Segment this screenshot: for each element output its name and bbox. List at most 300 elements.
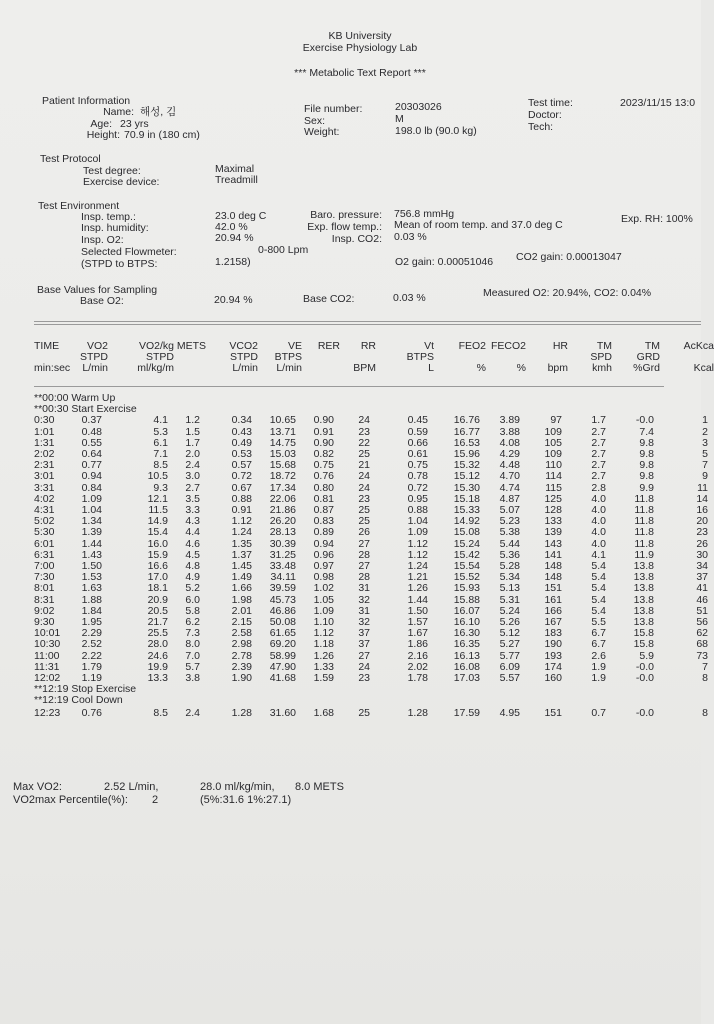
cell-ackcal: 8 <box>702 672 708 684</box>
base-co2-label: Base CO2: <box>303 293 355 305</box>
cell-ackcal: 30 <box>696 548 708 561</box>
cell-tm-spd: 2.7 <box>591 470 606 483</box>
cell-tm-spd: 4.0 <box>591 515 606 528</box>
cell-vt: 1.57 <box>407 616 428 628</box>
cell-ve: 30.39 <box>269 537 296 550</box>
cell-vt: 0.95 <box>407 492 428 505</box>
col-header-vco2: L/min <box>232 362 258 374</box>
cell-feo2: 16.13 <box>453 649 480 662</box>
cell-ve: 34.11 <box>270 571 296 584</box>
cell-rer: 1.12 <box>313 627 334 640</box>
cell-ve: 18.72 <box>269 470 296 483</box>
cell-hr: 151 <box>544 582 562 595</box>
cell-feco2: 5.27 <box>499 638 520 651</box>
cell-rer: 1.05 <box>313 593 334 606</box>
cell-tm-grd: 9.8 <box>639 436 654 449</box>
insp-humidity-label: Insp. humidity: <box>81 222 149 234</box>
cell-vo2: 0.55 <box>81 436 102 449</box>
cell-mets: 4.3 <box>185 515 200 528</box>
cell-feo2: 16.07 <box>453 604 480 617</box>
cell-ackcal: 16 <box>696 504 708 516</box>
cell-vo2kg: 18.1 <box>147 582 168 595</box>
cell-hr: 105 <box>544 436 562 449</box>
cell-ackcal: 3 <box>702 436 708 449</box>
cell-vt: 1.12 <box>407 537 428 550</box>
cell-feo2: 15.52 <box>453 571 480 584</box>
cell-vt: 1.44 <box>407 593 428 606</box>
base-o2: 20.94 % <box>214 294 253 306</box>
cell-rer: 0.96 <box>313 548 334 561</box>
cell-feo2: 14.92 <box>453 515 480 528</box>
cell-hr: 141 <box>544 548 562 561</box>
cell-ackcal: 7 <box>702 459 708 472</box>
cell-vco2: 1.98 <box>231 593 252 606</box>
cell-tm-grd: -0.0 <box>635 706 654 719</box>
cell-feco2: 5.34 <box>499 571 520 584</box>
cell-vt: 1.12 <box>407 548 428 561</box>
cell-vo2kg: 20.5 <box>147 604 168 617</box>
cell-vco2: 0.67 <box>231 481 252 494</box>
cell-time: 6:01 <box>34 537 55 550</box>
cell-ve: 58.99 <box>269 649 296 662</box>
insp-co2-label: Insp. CO2: <box>331 233 382 245</box>
cell-feco2: 3.88 <box>499 425 520 438</box>
cell-mets: 2.0 <box>185 448 200 460</box>
name-label: Name: <box>103 106 134 118</box>
doctor-label: Doctor: <box>528 109 562 121</box>
cell-vt: 1.67 <box>407 627 428 640</box>
cell-time: 0:30 <box>34 414 55 427</box>
cell-ve: 45.73 <box>269 593 296 606</box>
exp-flow-temp-label: Exp. flow temp.: <box>307 221 382 233</box>
col-header-vo2: VO2 <box>86 340 108 352</box>
sex-label: Sex: <box>304 115 326 127</box>
cell-feo2: 15.12 <box>453 470 480 483</box>
cell-hr: 128 <box>544 504 562 516</box>
cell-time: 6:31 <box>34 548 55 561</box>
cell-feco2: 5.23 <box>499 515 520 528</box>
cell-hr: 114 <box>545 470 562 483</box>
col-header-ackcal: AcKca <box>683 340 714 352</box>
cell-feco2: 4.48 <box>499 459 520 472</box>
cell-feco2: 6.09 <box>499 660 520 673</box>
cell-vo2kg: 19.9 <box>147 660 168 673</box>
cell-time: 2:02 <box>34 448 55 460</box>
cell-ve: 15.68 <box>269 459 296 472</box>
cell-vt: 1.24 <box>407 560 428 572</box>
cell-hr: 151 <box>544 706 562 719</box>
cell-rr: 37 <box>358 638 370 651</box>
cell-ve: 14.75 <box>269 436 296 449</box>
cell-mets: 3.0 <box>185 470 200 483</box>
exp-flow-temp: Mean of room temp. and 37.0 deg C <box>394 219 563 231</box>
cell-feco2: 5.28 <box>499 560 520 572</box>
cell-vo2: 1.88 <box>81 593 102 606</box>
cell-hr: 133 <box>544 515 562 528</box>
cell-hr: 193 <box>544 649 562 662</box>
cell-tm-spd: 4.0 <box>591 526 606 539</box>
cell-rer: 1.33 <box>313 660 334 673</box>
col-header-vo2: L/min <box>82 362 108 374</box>
cell-vo2: 1.63 <box>81 582 102 595</box>
flowmeter-value: 0-800 Lpm <box>258 244 309 256</box>
cell-vo2kg: 7.1 <box>153 448 168 460</box>
institution-name: KB University <box>328 30 392 42</box>
cell-vo2: 0.48 <box>81 425 102 438</box>
cell-vco2: 1.45 <box>231 560 252 572</box>
cell-rr: 24 <box>358 660 370 673</box>
cell-feo2: 16.10 <box>453 616 480 628</box>
table-row <box>0 706 708 721</box>
cell-vo2: 2.52 <box>81 638 102 651</box>
cell-vco2: 0.72 <box>231 470 252 483</box>
cell-feo2: 15.96 <box>453 448 480 460</box>
cell-vo2kg: 8.5 <box>153 459 168 472</box>
event-marker: **00:00 Warm Up <box>34 392 116 404</box>
cell-tm-grd: 11.9 <box>634 548 654 561</box>
weight-label: Weight: <box>304 126 340 138</box>
col-header-ve: VE <box>287 340 302 352</box>
cell-mets: 4.9 <box>185 571 200 584</box>
cell-time: 7:30 <box>34 571 55 584</box>
cell-tm-spd: 4.1 <box>591 548 606 561</box>
cell-vo2kg: 25.5 <box>147 627 168 640</box>
cell-time: 4:02 <box>34 492 55 505</box>
cell-rr: 25 <box>358 504 370 516</box>
cell-mets: 3.8 <box>185 672 200 684</box>
cell-vo2: 1.39 <box>81 526 102 539</box>
cell-vo2: 1.19 <box>81 672 102 684</box>
cell-rr: 21 <box>358 459 370 472</box>
event-marker: **12:19 Stop Exercise <box>34 683 137 696</box>
cell-vt: 1.09 <box>407 526 428 539</box>
exercise-device-label: Exercise device: <box>83 176 160 188</box>
tech-label: Tech: <box>528 121 554 133</box>
cell-feo2: 15.18 <box>453 492 480 505</box>
protocol-section-label: Test Protocol <box>40 153 101 165</box>
cell-mets: 1.2 <box>185 414 200 427</box>
col-header-mets: METS <box>176 340 206 352</box>
environment-section-label: Test Environment <box>38 200 120 212</box>
cell-feco2: 4.74 <box>499 481 520 494</box>
cell-hr: 97 <box>550 414 562 427</box>
event-marker: **12:19 Cool Down <box>34 694 123 707</box>
cell-vt: 1.21 <box>407 571 428 584</box>
cell-feo2: 17.03 <box>453 672 480 684</box>
cell-ackcal: 14 <box>696 492 708 505</box>
cell-vo2: 0.37 <box>81 414 102 427</box>
cell-feo2: 15.33 <box>453 504 480 516</box>
insp-temp-label: Insp. temp.: <box>81 211 136 223</box>
cell-tm-spd: 6.7 <box>591 627 606 640</box>
cell-tm-spd: 1.9 <box>591 672 606 684</box>
sex-value: M <box>395 113 404 125</box>
cell-time: 12:02 <box>34 672 61 684</box>
cell-mets: 7.3 <box>185 627 200 640</box>
cell-ackcal: 11 <box>697 481 708 494</box>
cell-rr: 32 <box>358 616 370 628</box>
cell-feco2: 4.29 <box>499 448 520 460</box>
cell-vco2: 0.53 <box>231 448 252 460</box>
cell-feo2: 16.30 <box>453 627 480 640</box>
col-header-feco2: FECO2 <box>490 340 526 352</box>
event-marker: **00:30 Start Exercise <box>34 403 137 416</box>
cell-hr: 183 <box>544 627 562 640</box>
cell-tm-grd: 9.8 <box>639 448 654 460</box>
cell-rr: 31 <box>358 604 370 617</box>
insp-o2: 20.94 % <box>215 232 254 244</box>
cell-tm-spd: 1.9 <box>591 660 606 673</box>
col-header-rr: RR <box>360 340 376 352</box>
insp-co2: 0.03 % <box>394 231 427 243</box>
cell-rr: 26 <box>358 526 370 539</box>
col-header-rer: RER <box>317 340 340 352</box>
age-label: Age: <box>90 118 112 130</box>
cell-mets: 8.0 <box>185 638 200 651</box>
cell-vo2kg: 16.0 <box>147 537 168 550</box>
cell-feo2: 15.93 <box>453 582 480 595</box>
max-vo2-kg: 28.0 ml/kg/min, <box>200 781 275 793</box>
cell-ve: 17.34 <box>269 481 296 494</box>
cell-tm-spd: 5.4 <box>591 593 606 606</box>
cell-rer: 1.59 <box>313 672 334 684</box>
test-time-label: Test time: <box>528 97 573 109</box>
cell-rer: 0.80 <box>313 481 334 494</box>
cell-time: 4:31 <box>34 504 55 516</box>
col-header-tm-spd: SPD <box>590 351 612 363</box>
cell-feco2: 5.31 <box>499 593 520 606</box>
cell-rer: 0.76 <box>313 470 334 483</box>
cell-vco2: 2.78 <box>231 649 252 662</box>
cell-ve: 15.03 <box>269 448 296 460</box>
percentile-detail: (5%:31.6 1%:27.1) <box>200 794 292 806</box>
cell-tm-spd: 2.7 <box>591 436 606 449</box>
cell-tm-grd: 11.8 <box>634 526 654 539</box>
cell-tm-grd: -0.0 <box>635 672 654 684</box>
cell-vco2: 1.90 <box>231 672 252 684</box>
col-header-ve: L/min <box>276 362 302 374</box>
cell-vco2: 0.57 <box>231 459 252 472</box>
cell-hr: 143 <box>544 537 562 550</box>
cell-ackcal: 23 <box>696 526 708 539</box>
col-header-hr: bpm <box>547 362 568 374</box>
base-values-section-label: Base Values for Sampling <box>37 284 158 296</box>
cell-rr: 23 <box>358 672 370 684</box>
cell-rr: 25 <box>358 448 370 460</box>
cell-rr: 24 <box>358 414 370 427</box>
cell-vo2: 1.50 <box>81 560 102 572</box>
patient-name: 해성, 김 <box>140 106 177 118</box>
cell-hr: 160 <box>544 672 562 684</box>
cell-tm-grd: 13.8 <box>633 616 654 628</box>
cell-feo2: 16.77 <box>453 425 480 438</box>
cell-tm-spd: 5.5 <box>591 616 606 628</box>
cell-tm-grd: 11.8 <box>634 504 654 516</box>
weight-value: 198.0 lb (90.0 kg) <box>395 125 477 137</box>
cell-ackcal: 51 <box>696 604 708 617</box>
col-header-vt: BTPS <box>406 351 434 363</box>
col-header-hr: HR <box>552 340 568 352</box>
col-header-tm-grd: GRD <box>636 351 660 363</box>
cell-ackcal: 56 <box>696 616 708 628</box>
cell-feo2: 15.42 <box>453 548 480 561</box>
cell-tm-grd: 9.9 <box>639 481 654 494</box>
cell-hr: 174 <box>544 660 562 673</box>
col-header-vo2kg: VO2/kg <box>138 340 174 352</box>
cell-vt: 1.50 <box>407 604 428 617</box>
cell-mets: 2.7 <box>185 481 200 494</box>
cell-vco2: 1.24 <box>231 526 252 539</box>
cell-rer: 1.26 <box>313 649 334 662</box>
cell-hr: 110 <box>545 459 562 472</box>
cell-tm-grd: 15.8 <box>633 638 654 651</box>
col-header-rr: BPM <box>353 362 376 374</box>
cell-feo2: 16.35 <box>453 638 480 651</box>
flowmeter-label: Selected Flowmeter: <box>81 246 177 258</box>
cell-rer: 0.90 <box>313 414 334 427</box>
cell-hr: 190 <box>544 638 562 651</box>
cell-vt: 0.88 <box>407 504 428 516</box>
cell-tm-grd: 9.8 <box>639 470 654 483</box>
cell-vo2kg: 21.7 <box>147 616 168 628</box>
cell-hr: 148 <box>544 571 562 584</box>
cell-time: 1:01 <box>34 425 55 438</box>
cell-rer: 0.90 <box>313 436 334 449</box>
col-header-vo2: STPD <box>79 351 108 363</box>
col-header-feo2: FEO2 <box>458 340 486 352</box>
max-vo2: 2.52 L/min, <box>104 781 159 793</box>
col-header-tm-spd: kmh <box>592 362 612 374</box>
cell-rer: 0.82 <box>313 448 334 460</box>
col-header-feco2: % <box>516 362 526 374</box>
cell-rr: 24 <box>358 470 370 483</box>
patient-section-label: Patient Information <box>42 95 131 107</box>
co2-gain: CO2 gain: 0.00013047 <box>516 251 622 263</box>
cell-mets: 3.5 <box>185 492 200 505</box>
cell-feco2: 4.95 <box>499 706 520 719</box>
cell-ackcal: 46 <box>696 593 708 606</box>
cell-tm-grd: 13.8 <box>633 582 654 595</box>
col-header-vo2kg: ml/kg/m <box>137 362 174 374</box>
cell-ve: 69.20 <box>269 638 296 651</box>
cell-ackcal: 62 <box>696 627 708 640</box>
col-header-tm-grd: %Grd <box>633 362 660 374</box>
cell-ve: 50.08 <box>269 616 296 628</box>
cell-tm-spd: 4.0 <box>591 504 606 516</box>
cell-time: 12:23 <box>34 706 61 719</box>
cell-vo2kg: 20.9 <box>147 593 168 606</box>
cell-vco2: 1.37 <box>231 548 252 561</box>
cell-vo2: 0.94 <box>81 470 102 483</box>
cell-tm-spd: 2.8 <box>591 481 606 494</box>
lab-name: Exercise Physiology Lab <box>302 42 418 54</box>
cell-mets: 4.5 <box>185 548 200 561</box>
cell-feco2: 5.26 <box>499 616 520 628</box>
cell-vt: 2.02 <box>407 660 428 673</box>
insp-humidity: 42.0 % <box>215 221 248 233</box>
cell-vco2: 1.49 <box>231 571 252 584</box>
baro-pressure: 756.8 mmHg <box>394 208 455 220</box>
cell-rer: 1.18 <box>313 638 334 651</box>
cell-tm-grd: 9.8 <box>639 459 654 472</box>
cell-vt: 1.26 <box>407 582 428 595</box>
cell-rr: 28 <box>358 548 370 561</box>
cell-rr: 25 <box>358 515 370 528</box>
cell-ve: 39.59 <box>269 582 296 595</box>
cell-vo2kg: 10.5 <box>147 470 168 483</box>
cell-vco2: 2.39 <box>231 660 252 673</box>
col-header-ackcal: Kcal <box>693 362 714 374</box>
max-mets: 8.0 METS <box>295 781 344 793</box>
cell-vco2: 0.34 <box>231 414 252 427</box>
cell-tm-grd: 7.4 <box>639 425 654 438</box>
cell-time: 2:31 <box>34 459 55 472</box>
cell-feco2: 5.36 <box>499 548 520 561</box>
cell-hr: 161 <box>544 593 562 606</box>
cell-mets: 4.4 <box>185 526 200 539</box>
cell-rer: 0.83 <box>313 515 334 528</box>
cell-vco2: 1.12 <box>231 515 252 528</box>
cell-tm-spd: 2.6 <box>591 649 606 662</box>
base-co2: 0.03 % <box>393 292 426 304</box>
exercise-device: Treadmill <box>215 174 258 186</box>
cell-vo2kg: 17.0 <box>147 571 168 584</box>
cell-mets: 6.0 <box>185 593 200 606</box>
cell-vo2kg: 16.6 <box>147 560 168 572</box>
cell-tm-grd: -0.0 <box>635 414 654 427</box>
cell-hr: 148 <box>544 560 562 572</box>
cell-feco2: 3.89 <box>499 414 520 427</box>
cell-ve: 22.06 <box>269 492 296 505</box>
cell-vo2: 1.95 <box>81 616 102 628</box>
cell-vo2kg: 9.3 <box>153 481 168 494</box>
cell-mets: 2.4 <box>185 459 200 472</box>
cell-rr: 24 <box>358 481 370 494</box>
cell-ackcal: 34 <box>696 560 708 572</box>
cell-mets: 4.8 <box>185 560 200 572</box>
col-header-vo2kg: STPD <box>145 351 174 363</box>
test-degree: Maximal <box>215 163 255 175</box>
cell-ve: 10.65 <box>269 414 296 427</box>
cell-ackcal: 68 <box>696 638 708 651</box>
cell-ackcal: 5 <box>702 448 708 460</box>
cell-time: 11:31 <box>34 660 60 673</box>
col-header-time: TIME <box>34 340 60 352</box>
cell-rer: 0.94 <box>313 537 334 550</box>
cell-time: 10:01 <box>34 627 61 640</box>
cell-ve: 13.71 <box>269 425 296 438</box>
cell-vco2: 2.15 <box>231 616 252 628</box>
patient-age: 23 yrs <box>120 118 149 130</box>
cell-feo2: 15.08 <box>453 526 480 539</box>
cell-vo2: 1.04 <box>81 504 102 516</box>
cell-vo2kg: 4.1 <box>153 414 168 427</box>
cell-tm-spd: 6.7 <box>591 638 606 651</box>
cell-tm-spd: 5.4 <box>591 604 606 617</box>
cell-vo2: 1.84 <box>81 604 102 617</box>
cell-rr: 31 <box>358 582 370 595</box>
col-header-feo2: % <box>476 362 486 374</box>
cell-vt: 0.45 <box>407 414 428 427</box>
cell-time: 1:31 <box>34 436 55 449</box>
cell-rer: 1.68 <box>313 706 334 719</box>
cell-vo2kg: 8.5 <box>153 706 168 719</box>
cell-tm-spd: 0.7 <box>591 706 606 719</box>
cell-vt: 0.61 <box>407 448 428 460</box>
cell-mets: 2.4 <box>185 706 200 719</box>
cell-ackcal: 7 <box>702 660 708 673</box>
cell-vo2: 0.84 <box>81 481 102 494</box>
